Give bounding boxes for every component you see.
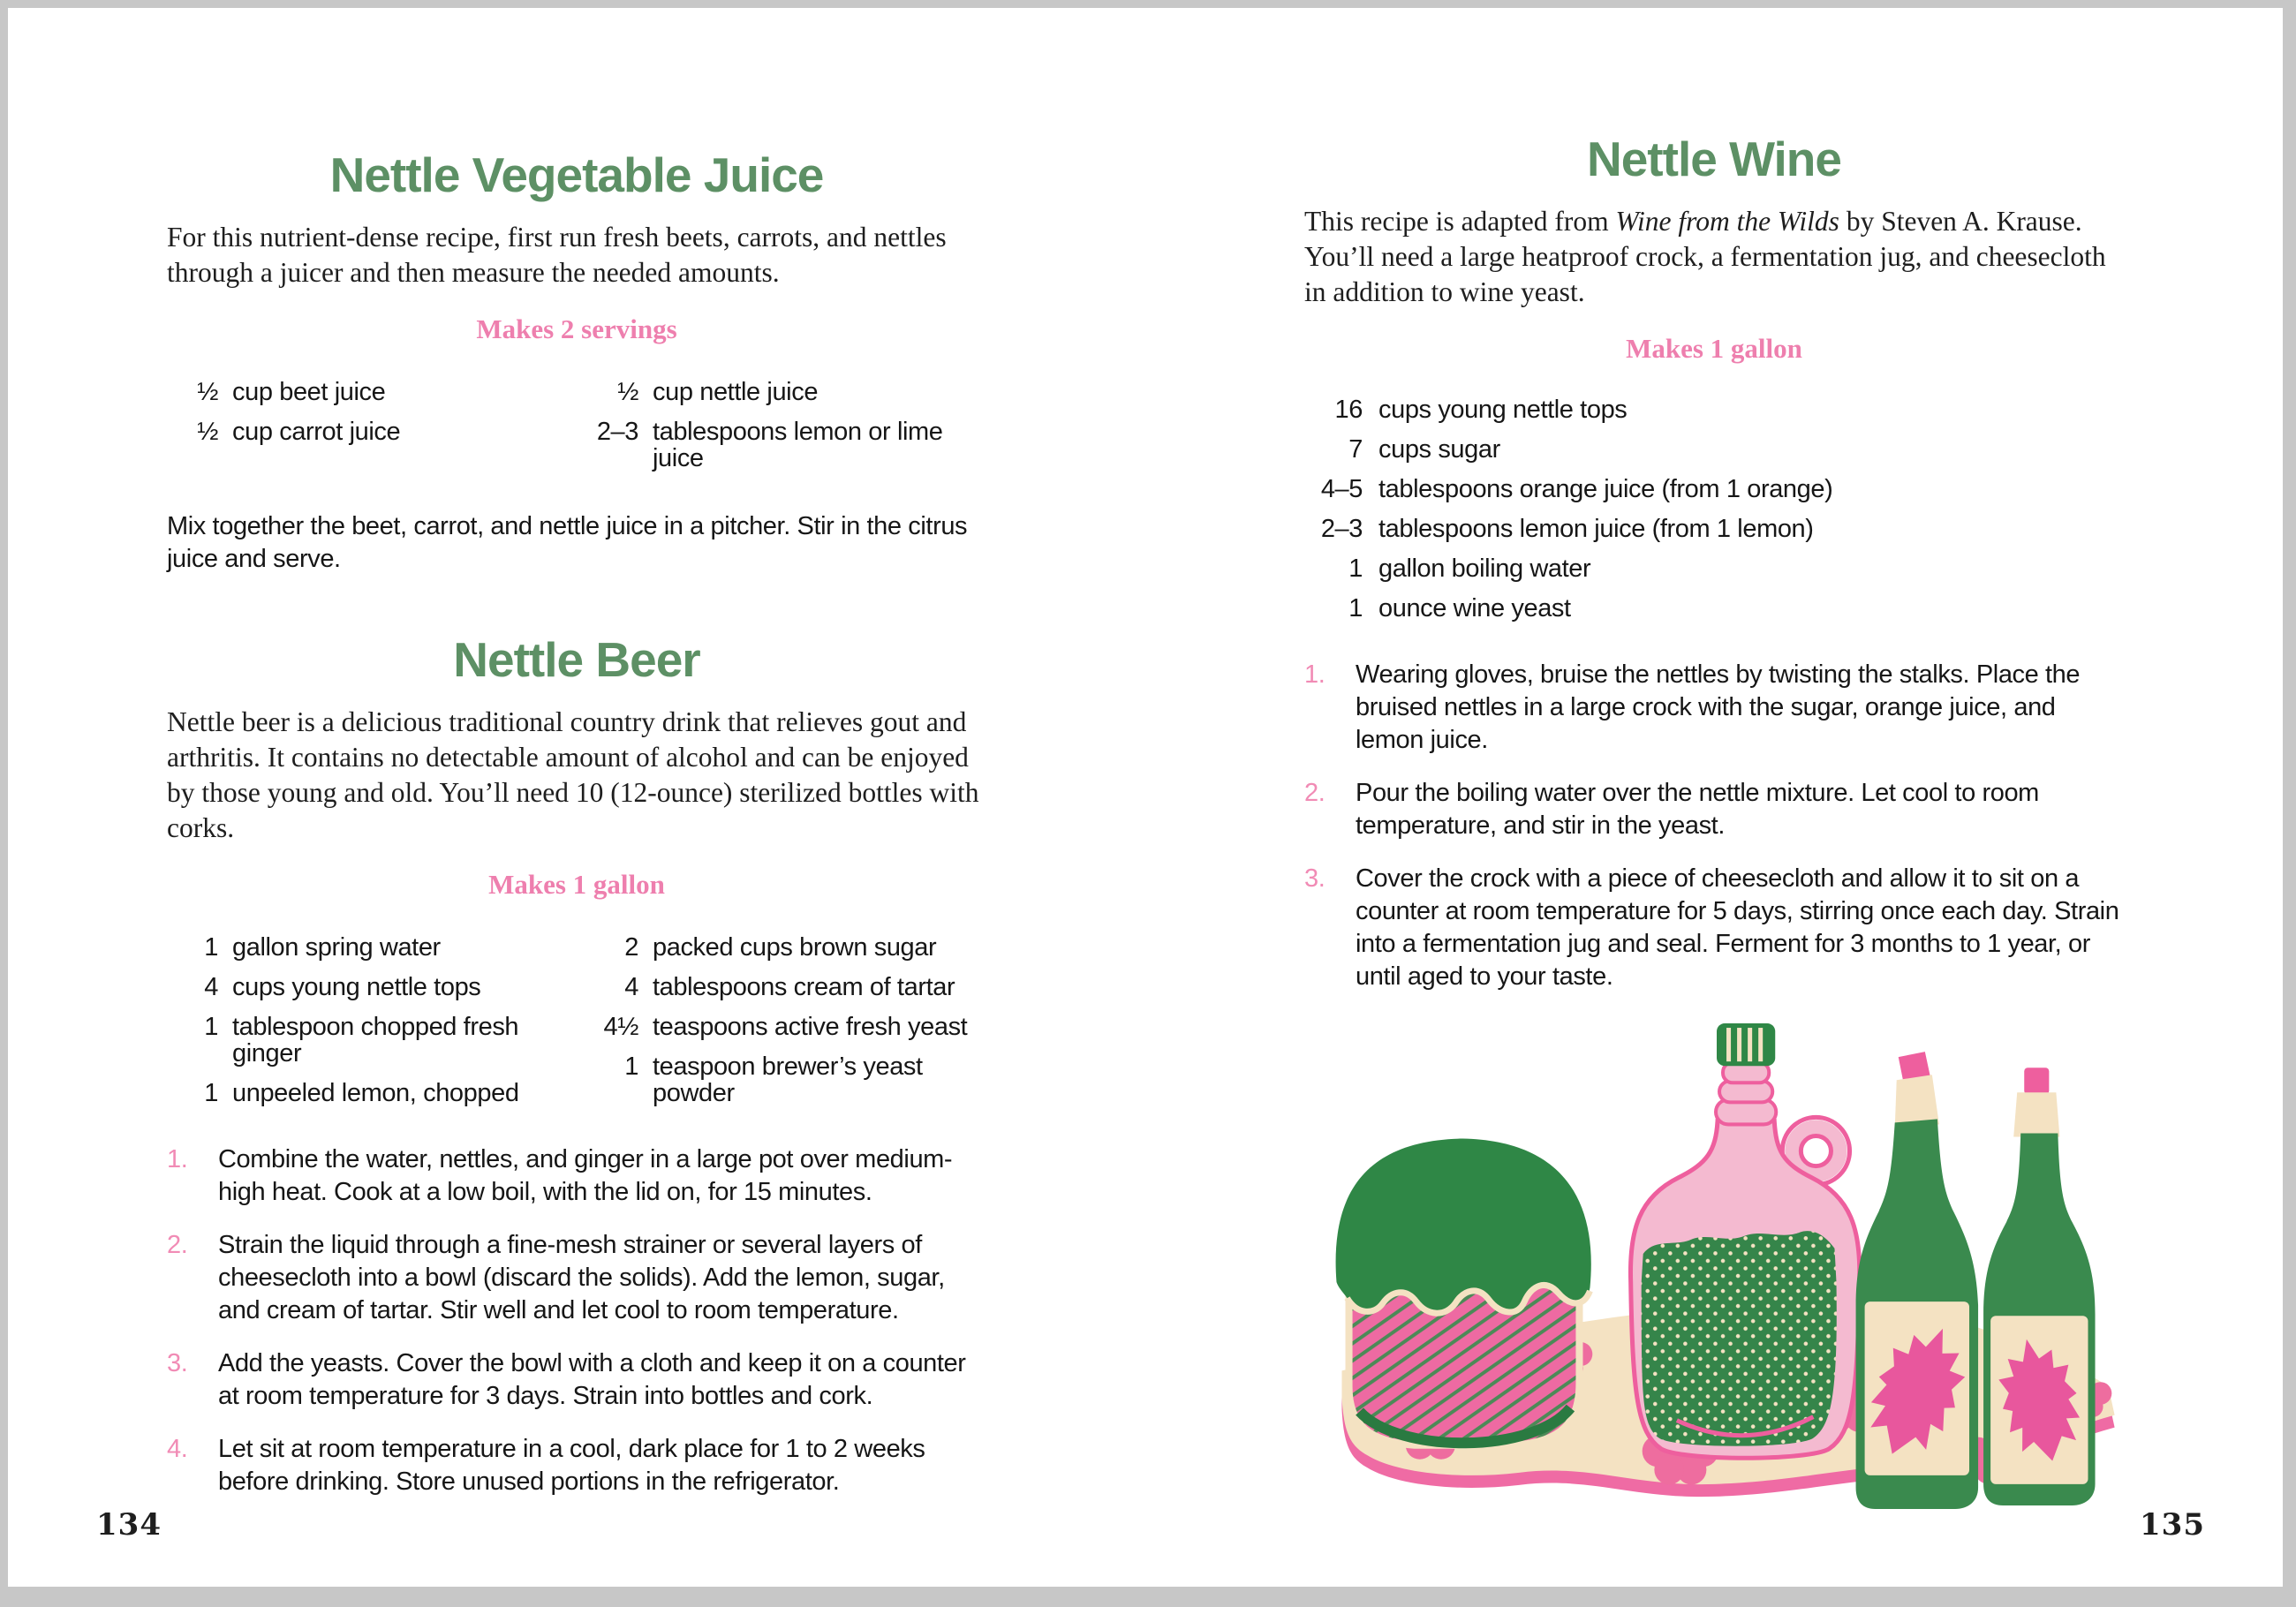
ingredient-qty: 2–3 xyxy=(596,418,638,446)
ingredient-qty: 2–3 xyxy=(1320,515,1363,543)
open-book-spread xyxy=(8,8,2283,1587)
recipe-title-nettle-beer: Nettle Beer xyxy=(453,632,700,687)
ingredient-text: cups young nettle tops xyxy=(1378,396,1628,424)
recipe-step xyxy=(167,1347,986,1413)
ingredient-row xyxy=(587,1014,986,1040)
ingredient-qty: 1 xyxy=(204,1013,218,1041)
recipe-step xyxy=(167,1229,986,1327)
page-right-content xyxy=(1304,8,2124,1521)
page-number-135: 135 xyxy=(2140,1507,2205,1543)
recipe-title-nettle-wine: Nettle Wine xyxy=(1587,132,1841,186)
ingredient-qty: ½ xyxy=(617,378,638,406)
ingredient-row xyxy=(167,379,566,405)
ingredient-text: cups young nettle tops xyxy=(232,973,481,1001)
step-number: 3. xyxy=(167,1349,188,1377)
ingredient-text: ounce wine yeast xyxy=(1378,594,1571,622)
ingredient-row xyxy=(587,379,986,405)
fermentation-jug xyxy=(1630,1023,1859,1458)
covered-crock xyxy=(1336,1138,1591,1445)
step-number: 3. xyxy=(1304,864,1325,893)
ingredient-text: teaspoons active fresh yeast xyxy=(653,1013,968,1041)
wine-bottle-left xyxy=(1854,1052,1981,1509)
ingredient-list xyxy=(1304,396,2124,622)
wine-bottle-right xyxy=(1983,1068,2095,1505)
ingredient-row xyxy=(167,934,566,961)
ingredient-text: tablespoons lemon juice (from 1 lemon) xyxy=(1378,515,1814,543)
ingredient-row xyxy=(1304,555,2124,582)
recipe-step xyxy=(1304,659,2124,757)
ingredient-row xyxy=(1304,595,2124,622)
ingredient-qty: 4½ xyxy=(603,1013,638,1041)
step-text: Pour the boiling water over the nettle mixture. Let cool to room temperature, and stir in the yeast. xyxy=(1356,779,2039,840)
step-number: 1. xyxy=(167,1145,188,1173)
ingredient-qty: 1 xyxy=(204,1079,218,1107)
ingredient-column-1 xyxy=(167,379,566,472)
ingredient-row xyxy=(1304,516,2124,542)
step-number: 4. xyxy=(167,1435,188,1463)
ingredient-text: tablespoons lemon or lime juice xyxy=(653,418,943,472)
ingredient-text: gallon boiling water xyxy=(1378,555,1591,583)
illustration-svg xyxy=(1297,1016,2131,1517)
ingredient-qty: 4 xyxy=(204,973,218,1001)
step-text: Strain the liquid through a fine-mesh strainer or several layers of cheesecloth into a bowl (discard the solids). Add the lemon, sugar, and cream of tartar. Stir well and let cool to room temperature. xyxy=(218,1231,945,1324)
ingredient-row xyxy=(1304,436,2124,463)
ingredient-qty: 7 xyxy=(1348,435,1363,464)
ingredient-column-1 xyxy=(167,934,566,1106)
jug-screw-cap xyxy=(1717,1023,1775,1066)
step-number: 1. xyxy=(1304,660,1325,689)
recipe-step xyxy=(167,1143,986,1209)
ingredient-qty: 16 xyxy=(1334,396,1363,424)
ingredient-column-2 xyxy=(587,379,986,472)
ingredient-qty: 1 xyxy=(1348,594,1363,622)
step-number: 2. xyxy=(167,1231,188,1259)
ingredient-qty: 1 xyxy=(1348,555,1363,583)
ingredient-text: unpeeled lemon, chopped xyxy=(232,1079,519,1107)
ingredient-row xyxy=(587,419,986,472)
ingredient-row xyxy=(587,1053,986,1106)
intro-text: This recipe is adapted from xyxy=(1304,206,1616,237)
ingredient-row xyxy=(167,1080,566,1106)
ingredient-text: cups sugar xyxy=(1378,435,1500,464)
makes-line: Makes 2 servings xyxy=(476,313,677,344)
page-number-134: 134 xyxy=(96,1507,162,1543)
ingredient-qty: 2 xyxy=(624,933,638,962)
ingredient-qty: 4 xyxy=(624,973,638,1001)
ingredient-text: cup carrot juice xyxy=(232,418,401,446)
recipe-step xyxy=(167,1433,986,1498)
makes-line: Makes 1 gallon xyxy=(488,869,665,900)
recipe-steps xyxy=(1304,659,2124,993)
ingredient-row xyxy=(1304,476,2124,502)
page-right xyxy=(1145,8,2283,1587)
step-text: Cover the crock with a piece of cheesecloth and allow it to sit on a counter at room temperature for 5 days, stirring once each day. Strain into a fermentation jug and seal. Ferment for 3 months to 1 year, or until aged to your taste. xyxy=(1356,864,2119,991)
ingredient-row xyxy=(167,974,566,1000)
recipe-step xyxy=(1304,777,2124,842)
step-text: Wearing gloves, bruise the nettles by twisting the stalks. Place the bruised nettles in a large crock with the sugar, orange juice, and lemon juice. xyxy=(1356,660,2081,754)
recipe-title-nettle-vegetable-juice: Nettle Vegetable Juice xyxy=(329,147,824,202)
ingredient-text: cup beet juice xyxy=(232,378,386,406)
ingredient-text: cup nettle juice xyxy=(653,378,819,406)
recipe-intro: For this nutrient-dense recipe, first run fresh beets, carrots, and nettles through a juicer and then measure the needed amounts. xyxy=(167,222,947,288)
step-number: 2. xyxy=(1304,779,1325,807)
recipe-intro xyxy=(1304,204,2124,310)
page-left xyxy=(8,8,1145,1587)
ingredient-row xyxy=(167,1014,566,1067)
makes-line: Makes 1 gallon xyxy=(1626,333,1802,364)
ingredient-row xyxy=(167,419,566,445)
ingredient-text: gallon spring water xyxy=(232,933,441,962)
ingredient-columns xyxy=(167,379,986,472)
ingredient-column-2 xyxy=(587,934,986,1106)
ingredient-text: tablespoon chopped fresh ginger xyxy=(232,1013,519,1068)
ingredient-qty: ½ xyxy=(197,418,218,446)
ingredient-text: tablespoons orange juice (from 1 orange) xyxy=(1378,475,1833,503)
ingredient-row xyxy=(1304,396,2124,423)
ingredient-qty: 4–5 xyxy=(1320,475,1363,503)
step-text: Add the yeasts. Cover the bowl with a cloth and keep it on a counter at room temperature for 3 days. Strain into bottles and cork. xyxy=(218,1349,966,1410)
ingredient-qty: ½ xyxy=(197,378,218,406)
page-left-content xyxy=(167,8,986,1498)
ingredient-text: packed cups brown sugar xyxy=(653,933,937,962)
intro-text: by Steven A. Krause. You’ll need a large heatproof crock, a fermentation jug, and cheesecloth in addition to wine yeast. xyxy=(1304,206,2106,307)
recipe-directions-note: Mix together the beet, carrot, and nettle juice in a pitcher. Stir in the citrus juice and serve. xyxy=(167,512,968,573)
ingredient-qty: 1 xyxy=(624,1052,638,1081)
recipe-step xyxy=(1304,863,2124,993)
recipe-intro: Nettle beer is a delicious traditional country drink that relieves gout and arthritis. It contains no detectable amount of alcohol and can be enjoyed by those young and old. You’ll need 10 (12-ounce) sterilized bottles with corks. xyxy=(167,706,979,843)
book-title-reference: Wine from the Wilds xyxy=(1615,206,1839,237)
step-text: Let sit at room temperature in a cool, dark place for 1 to 2 weeks before drinking. Store unused portions in the refrigerator. xyxy=(218,1435,925,1496)
ingredient-row xyxy=(587,974,986,1000)
ingredient-columns xyxy=(167,934,986,1106)
ingredient-row xyxy=(587,934,986,961)
ingredient-qty: 1 xyxy=(204,933,218,962)
ingredient-text: tablespoons cream of tartar xyxy=(653,973,955,1001)
step-text: Combine the water, nettles, and ginger in a large pot over medium-high heat. Cook at a low boil, with the lid on, for 15 minutes. xyxy=(218,1145,953,1206)
nettle-wine-illustration xyxy=(1297,1016,2131,1521)
ingredient-text: teaspoon brewer’s yeast powder xyxy=(653,1052,923,1107)
recipe-steps xyxy=(167,1143,986,1498)
